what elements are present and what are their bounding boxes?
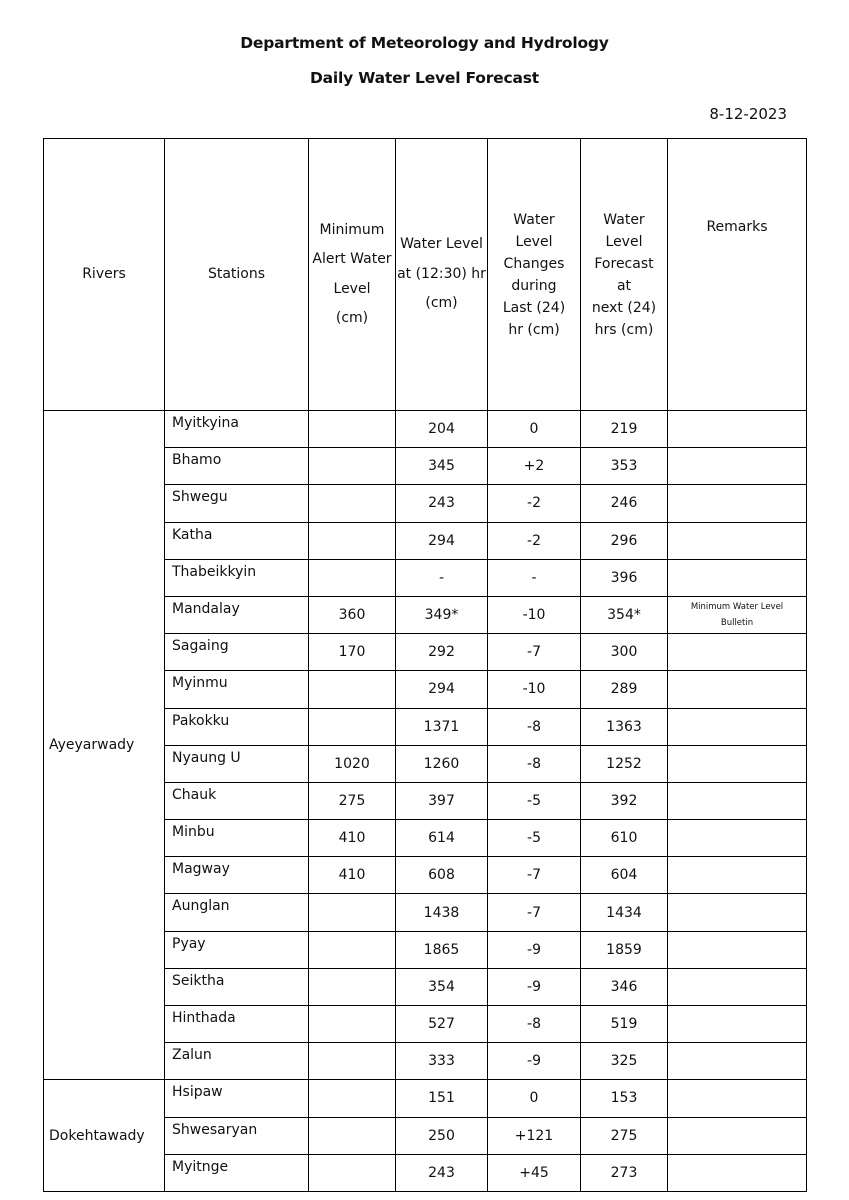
header-line: Level: [333, 280, 371, 297]
water-level-table: [43, 138, 807, 1192]
change-cell: -10: [488, 671, 581, 708]
remarks-cell: [668, 968, 807, 1005]
change-cell: 0: [488, 1080, 581, 1117]
min-alert-cell: 275: [309, 782, 396, 819]
remark-line: Minimum Water Level: [690, 602, 784, 613]
min-alert-cell: [309, 671, 396, 708]
change-cell: -7: [488, 634, 581, 671]
change-cell: -8: [488, 708, 581, 745]
station-name: Thabeikkyin: [165, 559, 309, 596]
change-cell: +45: [488, 1154, 581, 1191]
header-line: hrs (cm): [594, 321, 654, 338]
remarks-cell: [668, 1080, 807, 1117]
table-header-row: [44, 139, 807, 411]
min-alert-cell: [309, 559, 396, 596]
water-level-cell: 527: [396, 1006, 488, 1043]
document-subtitle: Daily Water Level Forecast: [310, 69, 539, 87]
forecast-cell: 325: [581, 1043, 668, 1080]
min-alert-cell: [309, 708, 396, 745]
min-alert-cell: 360: [309, 596, 396, 633]
min-alert-cell: [309, 1154, 396, 1191]
change-cell: -9: [488, 968, 581, 1005]
header-line: during: [511, 277, 557, 294]
min-alert-cell: [309, 1043, 396, 1080]
water-level-cell: 333: [396, 1043, 488, 1080]
remarks-cell: [668, 782, 807, 819]
change-cell: -5: [488, 820, 581, 857]
min-alert-cell: [309, 1117, 396, 1154]
col-header-rivers: Rivers: [44, 139, 165, 411]
remarks-cell: [668, 745, 807, 782]
remarks-cell: [668, 820, 807, 857]
station-name: Chauk: [165, 782, 309, 819]
station-name: Myinmu: [165, 671, 309, 708]
station-name: Bhamo: [165, 448, 309, 485]
change-cell: -8: [488, 1006, 581, 1043]
header-line: Level: [515, 233, 553, 250]
remarks-cell: [668, 708, 807, 745]
forecast-cell: 1363: [581, 708, 668, 745]
change-cell: -8: [488, 745, 581, 782]
header-line: (cm): [425, 295, 458, 312]
station-name: Shwesaryan: [165, 1117, 309, 1154]
water-level-cell: 204: [396, 411, 488, 448]
change-cell: -9: [488, 1043, 581, 1080]
river-name: Ayeyarwady: [44, 411, 165, 1080]
forecast-cell: 246: [581, 485, 668, 522]
forecast-cell: 396: [581, 559, 668, 596]
water-level-cell: 243: [396, 485, 488, 522]
forecast-cell: 1252: [581, 745, 668, 782]
col-header-min-alert: [309, 139, 396, 411]
header-line: Alert Water: [312, 251, 392, 267]
remarks-cell: [668, 1043, 807, 1080]
water-level-cell: 1371: [396, 708, 488, 745]
header-line: at: [616, 277, 632, 294]
remarks-cell: [668, 671, 807, 708]
min-alert-cell: [309, 1006, 396, 1043]
col-header-changes: [488, 139, 581, 411]
remarks-cell: [668, 559, 807, 596]
remarks-cell: [668, 485, 807, 522]
forecast-cell: 1434: [581, 894, 668, 931]
station-name: Aunglan: [165, 894, 309, 931]
station-name: Zalun: [165, 1043, 309, 1080]
forecast-cell: 353: [581, 448, 668, 485]
change-cell: +2: [488, 448, 581, 485]
station-name: Magway: [165, 857, 309, 894]
remarks-cell: [668, 448, 807, 485]
remarks-cell: [668, 411, 807, 448]
min-alert-cell: 410: [309, 820, 396, 857]
min-alert-cell: [309, 485, 396, 522]
forecast-cell: 519: [581, 1006, 668, 1043]
station-name: Katha: [165, 522, 309, 559]
header-line: Changes: [503, 255, 565, 272]
water-level-cell: 349*: [396, 596, 488, 633]
forecast-cell: 346: [581, 968, 668, 1005]
forecast-cell: 153: [581, 1080, 668, 1117]
forecast-cell: 1859: [581, 931, 668, 968]
remarks-cell: [668, 522, 807, 559]
forecast-cell: 296: [581, 522, 668, 559]
change-cell: -9: [488, 931, 581, 968]
min-alert-cell: 1020: [309, 745, 396, 782]
station-name: Nyaung U: [165, 745, 309, 782]
station-name: Shwegu: [165, 485, 309, 522]
min-alert-cell: 410: [309, 857, 396, 894]
forecast-cell: 289: [581, 671, 668, 708]
station-name: Minbu: [165, 820, 309, 857]
station-name: Myitkyina: [165, 411, 309, 448]
table-body: [44, 411, 807, 1192]
forecast-cell: 300: [581, 634, 668, 671]
header-line: next (24): [591, 299, 657, 316]
remarks-cell: [668, 596, 807, 633]
change-cell: 0: [488, 411, 581, 448]
station-name: Sagaing: [165, 634, 309, 671]
header-line: hr (cm): [508, 321, 560, 338]
water-level-cell: 1260: [396, 745, 488, 782]
station-name: Pyay: [165, 931, 309, 968]
change-cell: -5: [488, 782, 581, 819]
col-header-water-level: [396, 139, 488, 411]
document-title: Department of Meteorology and Hydrology: [240, 34, 609, 52]
remarks-cell: [668, 931, 807, 968]
forecast-cell: 219: [581, 411, 668, 448]
station-name: Hinthada: [165, 1006, 309, 1043]
change-cell: -2: [488, 522, 581, 559]
forecast-cell: 392: [581, 782, 668, 819]
remarks-cell: [668, 634, 807, 671]
water-level-cell: 294: [396, 522, 488, 559]
col-header-forecast: [581, 139, 668, 411]
water-level-cell: 354: [396, 968, 488, 1005]
water-level-cell: 294: [396, 671, 488, 708]
col-header-remarks: Remarks: [668, 139, 807, 411]
forecast-cell: 610: [581, 820, 668, 857]
header-line: Water Level: [400, 236, 483, 253]
col-header-stations: Stations: [165, 139, 309, 411]
change-cell: -10: [488, 596, 581, 633]
remarks-cell: [668, 857, 807, 894]
min-alert-cell: [309, 411, 396, 448]
forecast-cell: 604: [581, 857, 668, 894]
remarks-cell: [668, 894, 807, 931]
water-level-cell: 292: [396, 634, 488, 671]
min-alert-cell: [309, 1080, 396, 1117]
header-line: Water: [513, 211, 555, 228]
station-name: Mandalay: [165, 596, 309, 633]
water-level-cell: 1438: [396, 894, 488, 931]
change-cell: -7: [488, 857, 581, 894]
min-alert-cell: 170: [309, 634, 396, 671]
header-line: at (12:30) hr: [397, 265, 486, 282]
min-alert-cell: [309, 522, 396, 559]
water-level-cell: 614: [396, 820, 488, 857]
station-name: Hsipaw: [165, 1080, 309, 1117]
forecast-cell: 354*: [581, 596, 668, 633]
header-line: (cm): [335, 310, 369, 326]
water-level-cell: 397: [396, 782, 488, 819]
station-name: Pakokku: [165, 708, 309, 745]
header-line: Last (24): [502, 299, 566, 316]
min-alert-cell: [309, 448, 396, 485]
header-line: Level: [605, 233, 643, 250]
water-level-cell: 1865: [396, 931, 488, 968]
forecast-cell: 273: [581, 1154, 668, 1191]
change-cell: -: [488, 559, 581, 596]
water-level-cell: 151: [396, 1080, 488, 1117]
min-alert-cell: [309, 894, 396, 931]
table-row: [44, 1080, 807, 1117]
water-level-cell: 250: [396, 1117, 488, 1154]
remark-line: Bulletin: [720, 618, 754, 629]
remarks-cell: [668, 1006, 807, 1043]
water-level-cell: 243: [396, 1154, 488, 1191]
water-level-cell: -: [396, 559, 488, 596]
change-cell: -7: [488, 894, 581, 931]
header-line: Forecast: [594, 255, 654, 272]
water-level-cell: 345: [396, 448, 488, 485]
change-cell: -2: [488, 485, 581, 522]
river-name: Dokehtawady: [44, 1080, 165, 1192]
station-name: Seiktha: [165, 968, 309, 1005]
remarks-cell: [668, 1154, 807, 1191]
report-date: 8-12-2023: [709, 105, 787, 123]
change-cell: +121: [488, 1117, 581, 1154]
min-alert-cell: [309, 931, 396, 968]
water-level-cell: 608: [396, 857, 488, 894]
min-alert-cell: [309, 968, 396, 1005]
header-line: Minimum: [319, 221, 385, 238]
forecast-cell: 275: [581, 1117, 668, 1154]
header-line: Water: [603, 211, 645, 228]
station-name: Myitnge: [165, 1154, 309, 1191]
table-row: [44, 411, 807, 448]
remarks-cell: [668, 1117, 807, 1154]
